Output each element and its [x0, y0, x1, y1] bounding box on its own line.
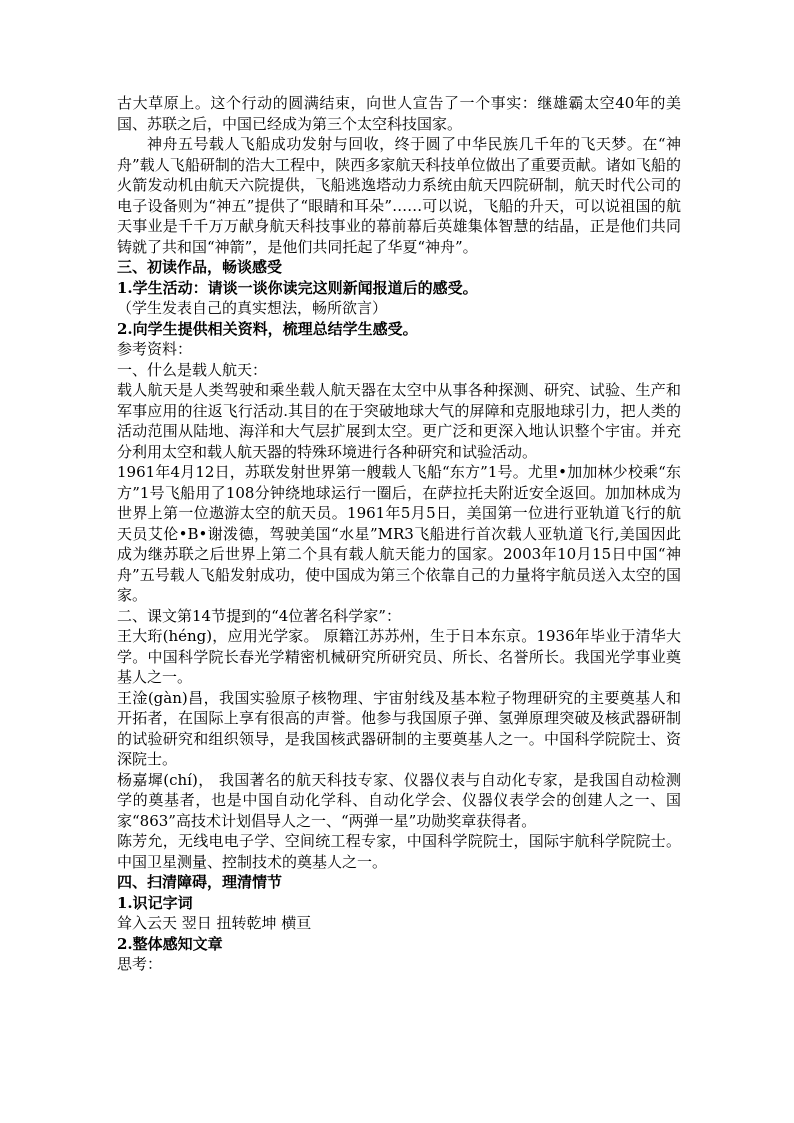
reference-label: 参考资料： [117, 340, 193, 358]
document-page [117, 93, 681, 975]
task-heading-3-2: 2.向学生提供相关资料，梳理总结学生感受。 [117, 319, 418, 338]
reference-2-title: 二、课文第14节提到的“4位著名科学家”： [117, 606, 401, 625]
vocabulary-words: 耸入云天 翌日 扭转乾坤 横亘 [117, 914, 312, 932]
scientist-yang-jiachi: 杨嘉墀(chí)， 我国著名的航天科技专家、仪器仪表与自动化专家，是我国自动检测学的奠基者，也是中国自动化学科、自动化学会、仪器仪表学会的创建人之一、国家“863”高技术计划倡导人之一、“两弹一星”功勋奖章获得者。 [117, 770, 681, 830]
scientist-wang-ganchang: 王淦(gàn)昌，我国实验原子核物理、宇宙射线及基本粒子物理研究的主要奠基人和 开拓者，在国际上享有很高的声誉。他参与我国原子弹、氢弹原理突破及核武器研制的试验研究和组织领导，是我国核武器研制的主要奠基人之一。中国科学院院士、资深院士。 [117, 688, 681, 768]
scientist-wang-daheng: 王大珩(héng)，应用光学家。 原籍江苏苏州，生于日本东京。1936年毕业于清华大学。中国科学院长春光学精密机械研究所研究员、所长、名誉所长。我国光学事业奠基人之一。 [117, 627, 681, 686]
section-heading-4: 四、扫清障碍，理清情节 [117, 873, 283, 891]
task-heading-4-1: 1.识记字词 [117, 893, 193, 912]
scientist-chen-fangyun: 陈芳允，无线电电子学、空间统工程专家，中国科学院院士，国际宇航科学院院士。中国卫星测量、控制技术的奠基人之一。 [117, 832, 681, 871]
paragraph-continuation: 古大草原上。这个行动的圆满结束，向世人宣告了一个事实：继雄霸太空40年的美国、苏联之后，中国已经成为第三个太空科技国家。 [117, 94, 681, 133]
reference-1-title: 一、什么是载人航天： [117, 360, 268, 379]
task-note: （学生发表自己的真实想法，畅所欲言） [117, 299, 388, 317]
paragraph-shenzhou: 神舟五号载人飞船成功发射与回收，终于圆了中华民族几千年的飞天梦。在“神舟”载人飞船研制的浩大工程中，陕西多家航天科技单位做出了重要贡献。诸如飞船的火箭发动机由航天六院提供，飞船逃逸塔动力系统由航天四院研制，航天时代公司的电子设备则为“神五”提供了“眼睛和耳朵”……可以说，飞船的升天，可以说祖国的航天事业是千千万万献身航天科技事业的幕前幕后英雄集体智慧的结晶，正是他们共同铸就了共和国“神箭”，是他们共同托起了华夏“神舟”。 [117, 135, 681, 256]
reference-1-paragraph-2: 1961年4月12日，苏联发射世界第一艘载人飞船“东方”1号。尤里•加加林少校乘“东方”1号飞船用了108分钟绕地球运行一圈后，在萨拉托夫附近安全返回。加加林成为世界上第一位遨游太空的航天员。1961年5月5日，美国第一位进行亚轨道飞行的航天员艾伦•B•谢泼德，驾驶美国“水星”MR3飞船进行首次载人亚轨道飞行,美国因此成为继苏联之后世界上第二个具有载人航天能力的国家。2003年10月15日中国“神舟”五号载人飞船发射成功，使中国成为第三个依靠自己的力量将宇航员送入太空的国家。 [117, 463, 681, 604]
task-heading-4-2: 2.整体感知文章 [117, 934, 223, 953]
section-heading-3: 三、初读作品，畅谈感受 [117, 258, 283, 276]
think-label: 思考： [117, 955, 163, 973]
reference-1-paragraph-1: 载人航天是人类驾驶和乘坐载人航天器在太空中从事各种探测、研究、试验、生产和军事应用的往返飞行活动.其目的在于突破地球大气的屏障和克服地球引力，把人类的活动范围从陆地、海洋和大气层扩展到太空。更广泛和更深入地认识整个宇宙。并充分利用太空和载人航天器的特殊环境进行各种研究和试验活动。 [117, 381, 681, 461]
task-heading-3-1: 1.学生活动：请谈一谈你读完这则新闻报道后的感受。 [117, 278, 478, 297]
